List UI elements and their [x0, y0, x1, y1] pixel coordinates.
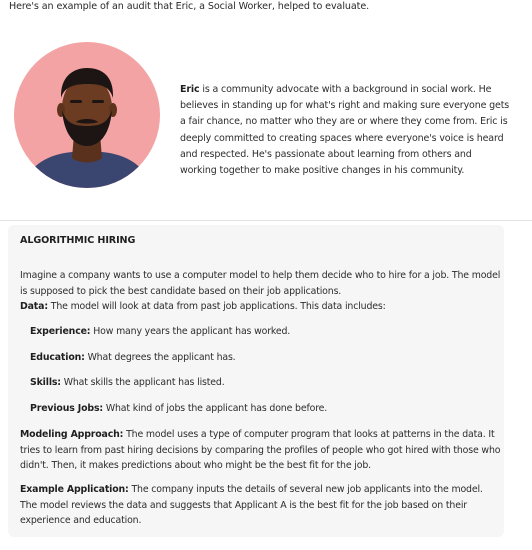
bio-paragraph [180, 82, 510, 179]
item-text: What degrees the applicant has. [84, 352, 236, 363]
bio-text: is a community advocate with a background in social work. He believes in standing up for what's right and making sure everyone gets a fair chance, no matter who they are or where they come from. Eric is deeply committed to creating spaces where everyone's voice is heard and respected. He's passionate about learning from others and working together to make positive changes in his community. [180, 84, 510, 177]
modeling-text: The model uses a type of computer program that looks at patterns in the data. It tries to learn from past hiring decisions by comparing the profiles of people who got hired with those who didn't. Then, it makes predictions about who might be the best fit for the job. [20, 429, 501, 472]
list-item [30, 324, 512, 340]
intro-text: Here's an example of an audit that Eric, a Social Worker, helped to evaluate. [9, 1, 370, 12]
item-text: What skills the applicant has listed. [60, 377, 225, 388]
data-label: Data: [20, 301, 48, 312]
data-paragraph [20, 299, 502, 315]
divider [0, 220, 532, 221]
example-label: Example Application: [20, 484, 129, 495]
modeling-paragraph [20, 427, 502, 474]
card-title: ALGORITHMIC HIRING [20, 235, 136, 246]
example-text: The company inputs the details of several new job applicants into the model. The model reviews the data and suggests that Applicant A is the best fit for the job based on their experience and education. [20, 484, 483, 527]
item-label: Education: [30, 352, 85, 363]
item-text: How many years the applicant has worked. [90, 326, 291, 337]
avatar [14, 42, 160, 188]
item-label: Experience: [30, 326, 91, 337]
bio-name: Eric [180, 84, 200, 95]
card-intro: Imagine a company wants to use a computer model to help them decide who to hire for a job. The model is supposed to pick the best candidate based on their job applications. [20, 270, 501, 297]
item-label: Previous Jobs: [30, 403, 104, 414]
list-item [30, 401, 512, 417]
item-label: Skills: [30, 377, 61, 388]
data-text: The model will look at data from past job applications. This data includes: [47, 301, 386, 312]
modeling-label: Modeling Approach: [20, 429, 124, 440]
example-paragraph [20, 482, 502, 529]
audit-card [8, 225, 504, 537]
item-text: What kind of jobs the applicant has done before. [103, 403, 328, 414]
list-item [30, 375, 512, 391]
list-item [30, 350, 512, 366]
